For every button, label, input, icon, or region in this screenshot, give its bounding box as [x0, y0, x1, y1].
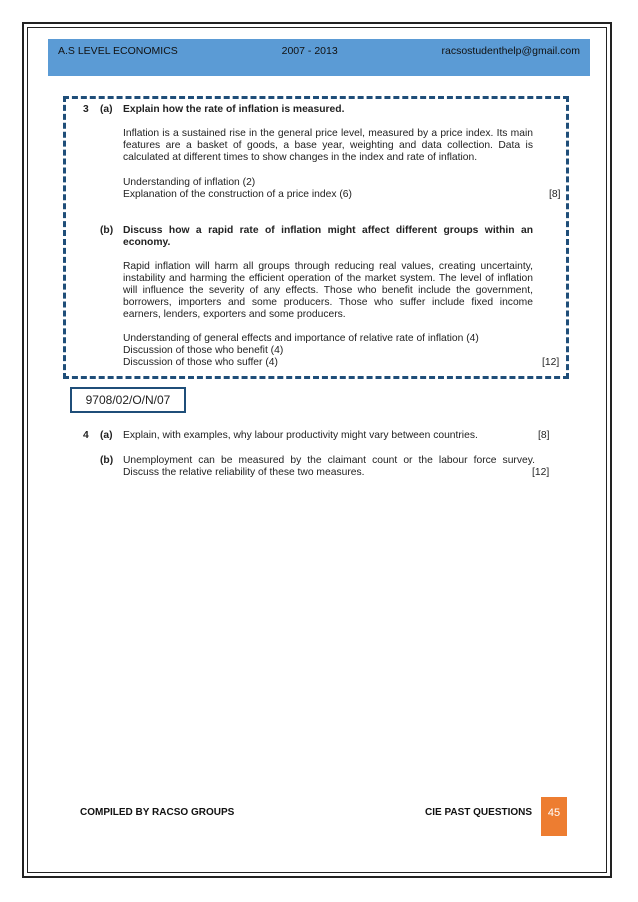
footer-source: CIE PAST QUESTIONS	[425, 807, 533, 818]
q4b-marks: [12]	[532, 467, 550, 478]
q3b-criterion-2: Discussion of those who benefit (4)	[123, 345, 284, 356]
q3b-criterion-1: Understanding of general effects and importance of relative rate of inflation (4)	[123, 333, 479, 344]
header-title: A.S LEVEL ECONOMICS	[58, 45, 178, 57]
footer-compiled-by: COMPILED BY RACSO GROUPS	[80, 807, 235, 818]
q3a-marks: [8]	[549, 189, 561, 200]
q3b-marks: [12]	[542, 357, 560, 368]
page-number-badge	[541, 797, 567, 836]
page-number: 45	[547, 807, 561, 819]
header-email: racsostudenthelp@gmail.com	[441, 45, 580, 57]
q4-number: 4	[83, 430, 89, 441]
q4b-label: (b)	[100, 455, 114, 466]
q4a-marks: [8]	[538, 430, 550, 441]
q3a-criterion-1: Understanding of inflation (2)	[123, 177, 256, 188]
q4b-question: Unemployment can be measured by the claimant count or the labour force survey. Discuss the relative reliability of these two measures.	[123, 455, 535, 478]
q3b-criterion-3: Discussion of those who suffer (4)	[123, 357, 278, 368]
paper-reference-text: 9708/02/O/N/07	[85, 393, 171, 407]
q4a-label: (a)	[100, 430, 113, 441]
q3a-criterion-2: Explanation of the construction of a price index (6)	[123, 189, 352, 200]
header-years: 2007 - 2013	[281, 45, 338, 57]
paper-reference	[70, 387, 186, 413]
q3a-answer: Inflation is a sustained rise in the general price level, measured by a price index. Its main features are a basket of goods, a base year, weighting and data collection. Data is calculated at different times to show changes in the index and rate of inflation.	[123, 128, 533, 163]
q3-number: 3	[83, 104, 89, 115]
q3b-question: Discuss how a rapid rate of inflation might affect different groups within an economy.	[123, 225, 533, 248]
q3b-answer: Rapid inflation will harm all groups through reducing real values, creating uncertainty, instability and harming the efficient operation of the market system. The level of inflation will influence the severity of any effects. Those who benefit include the government, borrowers, importers and some producers. Those who suffer include fixed income earners, lenders, exporters and some producers.	[123, 261, 533, 320]
q3a-label: (a)	[100, 104, 113, 115]
q3a-question: Explain how the rate of inflation is measured.	[123, 104, 345, 115]
page-header	[48, 39, 590, 76]
q3b-label: (b)	[100, 225, 114, 236]
q4a-question: Explain, with examples, why labour productivity might vary between countries.	[123, 430, 478, 441]
